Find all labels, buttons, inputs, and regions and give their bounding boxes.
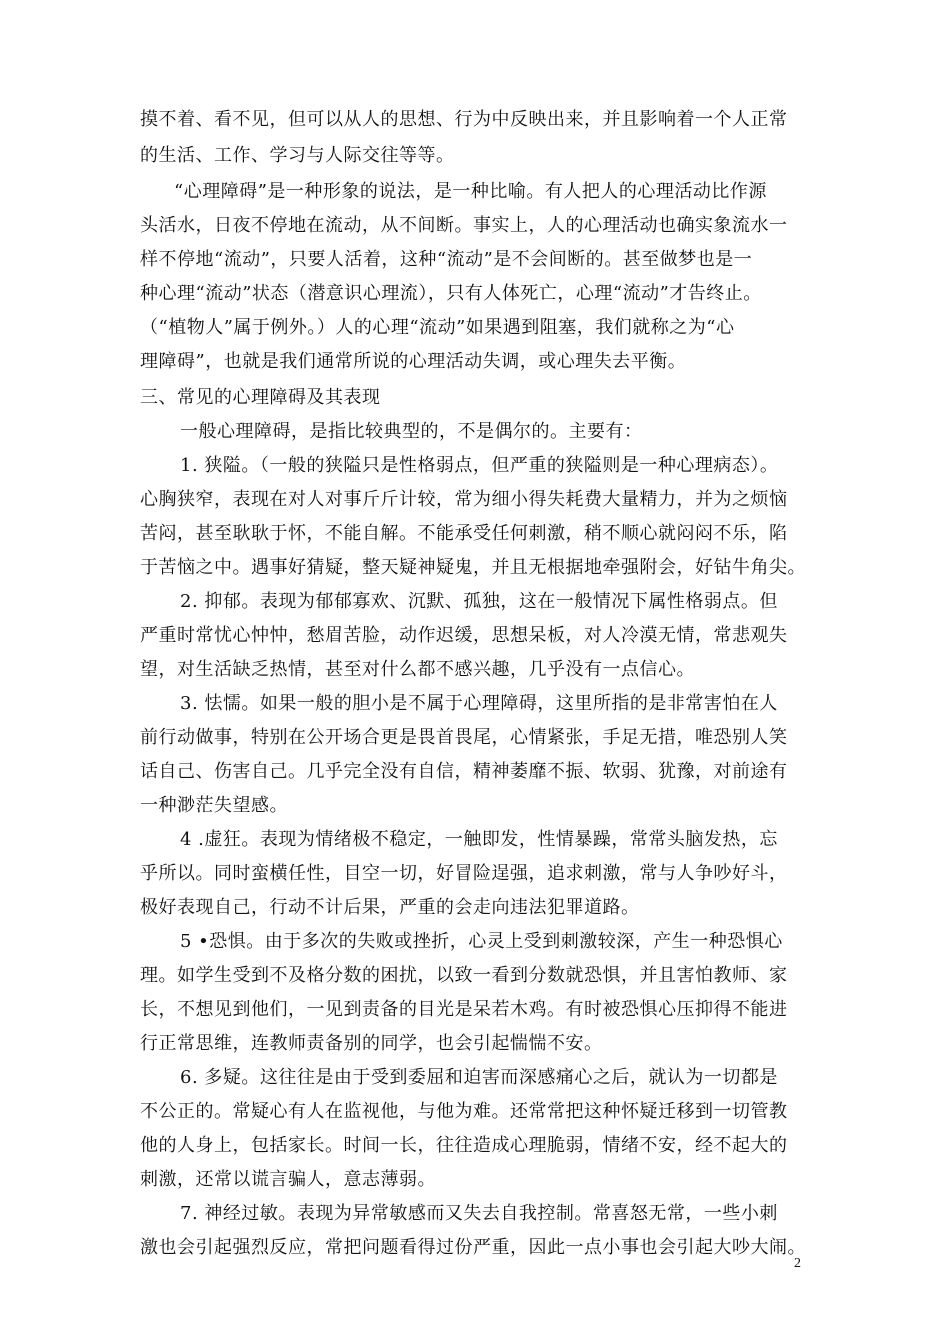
text-line: 一种渺茫失望感。 bbox=[140, 795, 288, 816]
text-line: “心理障碍”是一种形象的说法，是一种比喻。有人把人的心理活动比作源 bbox=[174, 181, 767, 202]
text-line: 种心理“流动”状态（潜意识心理流），只有人体死亡，心理“流动”才告终止。 bbox=[140, 283, 762, 304]
text-line: 不公正的。常疑心有人在监视他，与他为难。还常常把这种怀疑迁移到一切管教 bbox=[140, 1101, 788, 1122]
text-line: 头活水，日夜不停地在流动，从不间断。事实上，人的心理活动也确实象流水一 bbox=[140, 215, 788, 236]
text-line: 严重时常忧心忡忡，愁眉苦脸，动作迟缓，思想呆板，对人冷漠无情，常悲观失 bbox=[140, 625, 788, 646]
text-line: 长，不想见到他们，一见到责备的目光是呆若木鸡。有时被恐惧心压抑得不能进 bbox=[140, 999, 788, 1020]
text-line: 3. 怯懦。如果一般的胆小是不属于心理障碍，这里所指的是非常害怕在人 bbox=[180, 693, 778, 714]
text-line: 前行动做事，特别在公开场合更是畏首畏尾，心情紧张，手足无措，唯恐别人笑 bbox=[140, 727, 788, 748]
text-line: 理。如学生受到不及格分数的困扰，以致一看到分数就恐惧，并且害怕教师、家 bbox=[140, 965, 788, 986]
text-line: 5 •恐惧。由于多次的失败或挫折，心灵上受到刺激较深，产生一种恐惧心 bbox=[180, 931, 783, 952]
text-line: 极好表现自己，行动不计后果，严重的会走向违法犯罪道路。 bbox=[140, 897, 640, 918]
text-line: 三、常见的心理障碍及其表现 bbox=[140, 387, 381, 408]
text-line: 理障碍”，也就是我们通常所说的心理活动失调，或心理失去平衡。 bbox=[140, 351, 687, 372]
text-line: 2. 抑郁。表现为郁郁寡欢、沉默、孤独，这在一般情况下属性格弱点。但 bbox=[180, 591, 778, 612]
text-line: 1. 狭隘。（一般的狭隘只是性格弱点，但严重的狭隘则是一种心理病态）。 bbox=[180, 455, 779, 476]
text-line: 行正常思维，连教师责备别的同学，也会引起惴惴不安。 bbox=[140, 1033, 603, 1054]
text-line: 苦闷，甚至耿耿于怀，不能自解。不能承受任何刺激，稍不顺心就闷闷不乐，陷 bbox=[140, 523, 788, 544]
text-line: 于苦恼之中。遇事好猜疑，整天疑神疑鬼，并且无根据地牵强附会，好钻牛角尖。 bbox=[140, 557, 806, 578]
text-line: 样不停地“流动”，只要人活着，这种“流动”是不会间断的。甚至做梦也是一 bbox=[140, 249, 753, 270]
text-line: （“植物人”属于例外。）人的心理“流动”如果遇到阻塞，我们就称之为“心 bbox=[140, 317, 735, 338]
text-line: 心胸狭窄，表现在对人对事斤斤计较，常为细小得失耗费大量精力，并为之烦恼 bbox=[140, 489, 788, 510]
text-line: 他的人身上，包括家长。时间一长，往往造成心理脆弱，情绪不安，经不起大的 bbox=[140, 1135, 788, 1156]
page-number: 2 bbox=[794, 1256, 801, 1271]
text-line: 激也会引起强烈反应，常把问题看得过份严重，因此一点小事也会引起大吵大闹。 bbox=[140, 1237, 806, 1258]
text-line: 乎所以。同时蛮横任性，目空一切，好冒险逞强，追求刺激，常与人争吵好斗， bbox=[140, 863, 788, 884]
text-line: 刺激，还常以谎言骗人，意志薄弱。 bbox=[140, 1169, 436, 1190]
text-line: 一般心理障碍，是指比较典型的，不是偶尔的。主要有： bbox=[180, 421, 643, 442]
text-line: 7. 神经过敏。表现为异常敏感而又失去自我控制。常喜怒无常，一些小刺 bbox=[180, 1203, 778, 1224]
text-line: 望，对生活缺乏热情，甚至对什么都不感兴趣，几乎没有一点信心。 bbox=[140, 659, 695, 680]
text-line: 4 .虚狂。表现为情绪极不稳定，一触即发，性情暴躁，常常头脑发热，忘 bbox=[180, 829, 778, 850]
text-line: 6. 多疑。这往往是由于受到委屈和迫害而深感痛心之后，就认为一切都是 bbox=[180, 1067, 778, 1088]
text-line: 的生活、工作、学习与人际交往等等。 bbox=[140, 145, 455, 166]
text-line: 摸不着、看不见，但可以从人的思想、行为中反映出来，并且影响着一个人正常 bbox=[140, 109, 788, 130]
text-line: 话自己、伤害自己。几乎完全没有自信，精神萎靡不振、软弱、犹豫，对前途有 bbox=[140, 761, 788, 782]
